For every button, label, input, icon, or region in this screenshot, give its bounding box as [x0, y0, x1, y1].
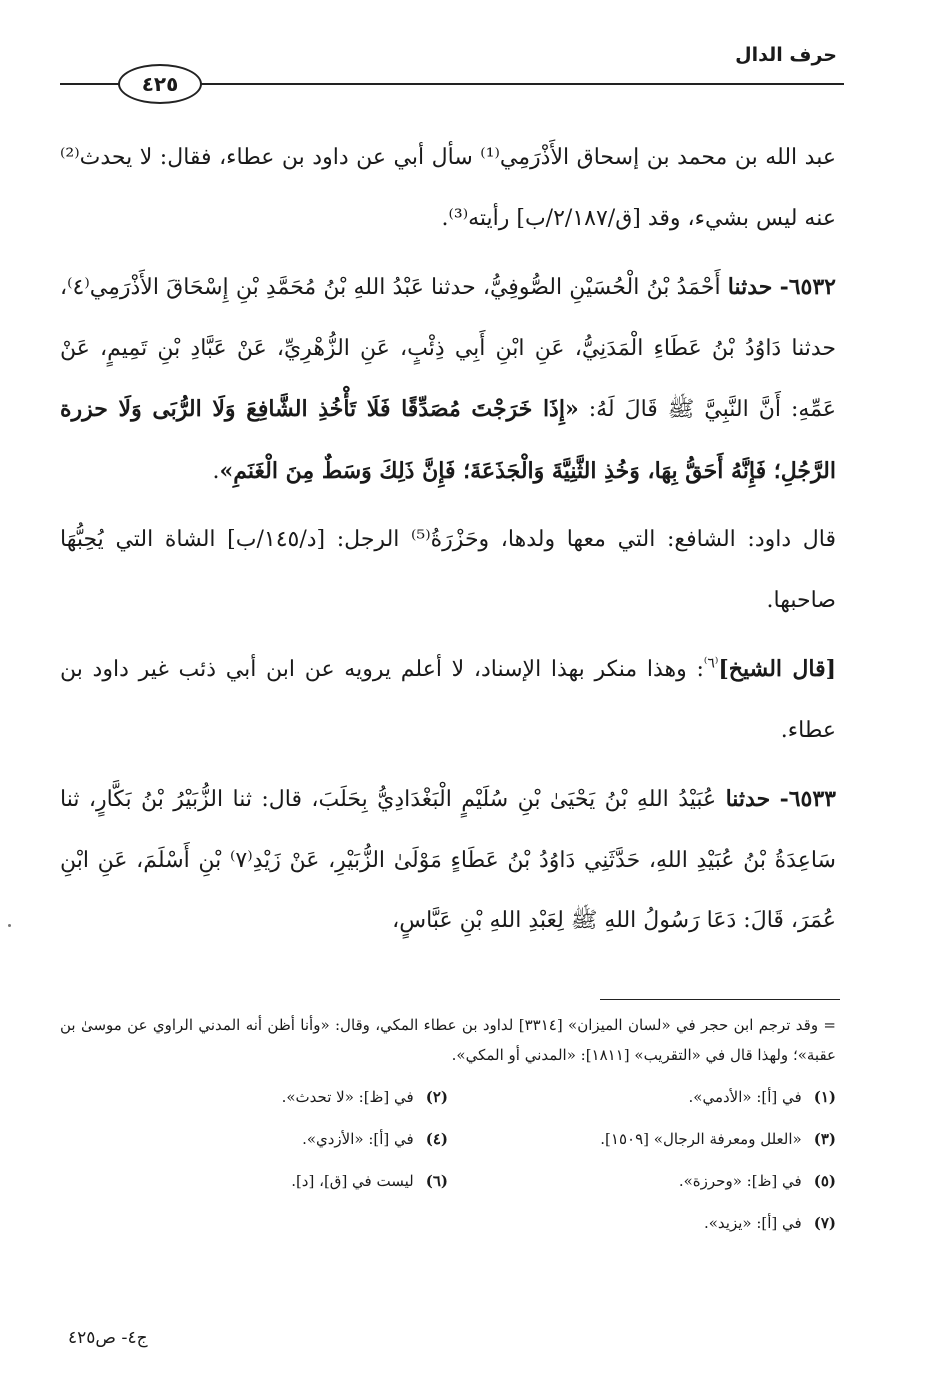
hadith-number: ٦٥٣٢- [779, 274, 836, 300]
page-number: ٤٢٥ [141, 72, 179, 96]
haddathana-label: حدثنا [725, 786, 771, 812]
chapter-title: حرف الدال [735, 44, 837, 66]
footnote-item [448, 1124, 836, 1154]
footnote-item [60, 1082, 448, 1112]
paragraph-dawud-note: قال داود: الشافع: التي معها ولدها، وحَزْرَةُ⁽⁵⁾ الرجل: [د/١٤٥/ب] الشاة التي يُحِبُّهَا صاحبها. [60, 527, 836, 613]
haddathana-label: حدثنا [727, 274, 773, 300]
footnote-text: في [ظ]: «وحرزة». [678, 1172, 802, 1190]
hadith-6532 [60, 257, 836, 502]
hadith-isnad: أَحْمَدُ بْنُ الْحُسَيْنِ الصُّوفِيُّ، حدثنا عَبْدُ اللهِ بْنُ مُحَمَّدِ بْنِ إِسْحَاقَ الأَذْرَمِي⁽٤⁾، حدثنا دَاوُدُ بْنُ عَطَاءِ الْمَدَنِيُّ، عَنِ ابْنِ أَبِي ذِئْبٍ، عَنِ الزُّهْرِيِّ، عَنْ عَبَّادِ بْنِ تَمِيمٍ، عَنْ عَمِّهِ: أَنَّ النَّبِيَّ ﷺ قَالَ لَهُ: [60, 275, 837, 422]
paragraph-shaykh-note [60, 639, 836, 761]
footnote-row [60, 1118, 836, 1160]
footnote-continuation: = وقد ترجم ابن حجر في «لسان الميزان» [٣٣١٤] لداود بن عطاء المكي، وقال: «وأنا أظن أنه المدني الراوي عن موسىٰ بن عقبة»؛ ولهذا قال في «التقريب» [١٨١١]: «المدني أو المكي». [60, 1016, 836, 1064]
footnote-row [60, 1160, 836, 1202]
footnote-number: (٥) [813, 1172, 836, 1190]
footnote-item [60, 1166, 448, 1196]
hadith-text: عُبَيْدُ اللهِ بْنُ يَحْيَىٰ بْنِ سُلَيْمٍ الْبَغْدَادِيُّ بِحَلَبَ، قال: ثنا الزُّبَيْرُ بْنُ بَكَّارٍ، ثنا سَاعِدَةُ بْنُ عُبَيْدِ اللهِ، حَدَّثَنِي دَاوُدُ بْنُ عَطَاءٍ مَوْلَىٰ الزُّبَيْرِ، عَنْ زَيْدِ⁽٧⁾ بْنِ أَسْلَمَ، عَنِ ابْنِ عُمَرَ، قَالَ: دَعَا رَسُولُ اللهِ ﷺ لِعَبْدِ اللهِ بْنِ عَبَّاسٍ، [60, 787, 836, 933]
footnote-item [448, 1082, 836, 1112]
footnotes [60, 1010, 836, 1244]
footnote-text: في [ظ]: «لا تحدث». [281, 1088, 414, 1106]
hadith-matn: «إِذَا خَرَجْتَ مُصَدِّقًا فَلَا تَأْخُذِ الشَّافِعَ وَلَا الرُّبَى وَلَا حزرة الرَّجُلِ؛ فَإِنَّهُ أَحَقُّ بِهَا، وَخُذِ الثَّنِيَّةَ وَالْجَذَعَةَ؛ فَإِنَّ ذَلِكَ وَسَطٌ مِنَ الْغَنَمِ» [60, 396, 836, 484]
footnote-divider [600, 999, 840, 1000]
volume-page-reference: ج٤- ص٤٢٥ [68, 1328, 148, 1348]
shaykh-text: : وهذا منكر بهذا الإسناد، لا أعلم يرويه عن ابن أبي ذئب غير داود بن عطاء. [60, 657, 836, 743]
footnote-row [60, 1076, 836, 1118]
footnote-item [448, 1166, 836, 1196]
main-text [60, 128, 836, 960]
paragraph-intro: عبد الله بن محمد بن إسحاق الأَذْرَمِي⁽¹⁾ سأل أبي عن داود بن عطاء، فقال: لا يحدث⁽²⁾ عنه ليس بشيء، وقد [ق/٢/١٨٧/ب] رأيته⁽³⁾. [60, 145, 836, 231]
shaykh-label: [قال الشيخ] [718, 656, 836, 682]
footnote-text: في [أ]: «الأدمي». [688, 1088, 802, 1106]
hadith-6533 [60, 769, 836, 952]
footnote-text: في [أ]: «يزيد». [703, 1214, 802, 1232]
footnote-number: (١) [813, 1088, 836, 1106]
footnote-row [60, 1202, 836, 1244]
footnote-text: «العلل ومعرفة الرجال» [١٥٠٩]. [600, 1130, 802, 1148]
footnote-number: (٦) [425, 1172, 448, 1190]
footnote-item [60, 1124, 448, 1154]
footnote-number: (٢) [425, 1088, 448, 1106]
footnote-ref: ⁽٦⁾ [703, 655, 719, 672]
footnote-number: (٤) [425, 1130, 448, 1148]
footnote-text: ليست في [ق]، [د]. [291, 1172, 414, 1190]
footnote-number: (٣) [813, 1130, 836, 1148]
footnote-item [448, 1208, 836, 1238]
margin-speck [8, 924, 11, 927]
footnote-text: في [أ]: «الأزدي». [302, 1130, 414, 1148]
page-number-oval [118, 64, 202, 104]
footnote-number: (٧) [813, 1214, 836, 1232]
hadith-number: ٦٥٣٣- [779, 786, 836, 812]
hadith-end: . [212, 458, 220, 484]
